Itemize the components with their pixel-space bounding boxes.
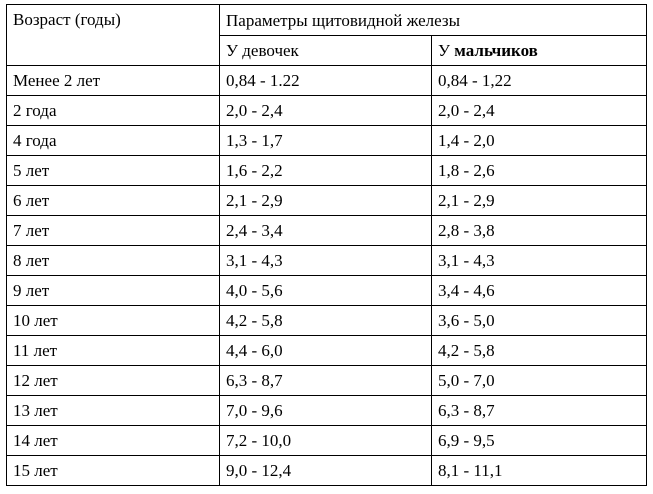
girls-value-cell: 2,4 - 3,4	[220, 216, 432, 246]
boys-header-prefix: У	[438, 41, 451, 60]
table-row	[7, 96, 647, 126]
table-row	[7, 216, 647, 246]
table-body	[7, 5, 647, 486]
boys-value-cell: 2,1 - 2,9	[432, 186, 647, 216]
age-cell: 12 лет	[7, 366, 220, 396]
table-row	[7, 246, 647, 276]
girls-value-cell: 1,6 - 2,2	[220, 156, 432, 186]
age-cell: 4 года	[7, 126, 220, 156]
table-row	[7, 66, 647, 96]
girls-value-cell: 4,0 - 5,6	[220, 276, 432, 306]
thyroid-params-header: Параметры щитовидной железы	[220, 5, 647, 36]
girls-value-cell: 1,3 - 1,7	[220, 126, 432, 156]
boys-value-cell: 2,8 - 3,8	[432, 216, 647, 246]
age-cell: Менее 2 лет	[7, 66, 220, 96]
table-row	[7, 396, 647, 426]
boys-value-cell: 3,1 - 4,3	[432, 246, 647, 276]
table-row	[7, 156, 647, 186]
boys-value-cell: 0,84 - 1,22	[432, 66, 647, 96]
age-cell: 6 лет	[7, 186, 220, 216]
boys-value-cell: 1,4 - 2,0	[432, 126, 647, 156]
girls-value-cell: 4,2 - 5,8	[220, 306, 432, 336]
girls-value-cell: 4,4 - 6,0	[220, 336, 432, 366]
age-cell: 9 лет	[7, 276, 220, 306]
boys-header-bold: мальчиков	[454, 41, 538, 60]
table-row	[7, 336, 647, 366]
boys-value-cell: 5,0 - 7,0	[432, 366, 647, 396]
table-row	[7, 186, 647, 216]
boys-value-cell: 3,6 - 5,0	[432, 306, 647, 336]
table-row	[7, 366, 647, 396]
table-row	[7, 426, 647, 456]
age-cell: 15 лет	[7, 456, 220, 486]
boys-value-cell: 8,1 - 11,1	[432, 456, 647, 486]
age-cell: 13 лет	[7, 396, 220, 426]
age-cell: 7 лет	[7, 216, 220, 246]
boys-value-cell: 6,3 - 8,7	[432, 396, 647, 426]
girls-value-cell: 0,84 - 1.22	[220, 66, 432, 96]
girls-value-cell: 6,3 - 8,7	[220, 366, 432, 396]
girls-column-header: У девочек	[220, 36, 432, 66]
girls-value-cell: 7,2 - 10,0	[220, 426, 432, 456]
girls-value-cell: 9,0 - 12,4	[220, 456, 432, 486]
table-header-row	[7, 5, 647, 36]
table-row	[7, 306, 647, 336]
age-cell: 2 года	[7, 96, 220, 126]
age-cell: 5 лет	[7, 156, 220, 186]
boys-value-cell: 2,0 - 2,4	[432, 96, 647, 126]
girls-value-cell: 2,1 - 2,9	[220, 186, 432, 216]
age-cell: 8 лет	[7, 246, 220, 276]
table-row	[7, 276, 647, 306]
age-cell: 11 лет	[7, 336, 220, 366]
girls-value-cell: 2,0 - 2,4	[220, 96, 432, 126]
age-cell: 14 лет	[7, 426, 220, 456]
boys-value-cell: 4,2 - 5,8	[432, 336, 647, 366]
boys-value-cell: 1,8 - 2,6	[432, 156, 647, 186]
table-row	[7, 456, 647, 486]
boys-value-cell: 6,9 - 9,5	[432, 426, 647, 456]
girls-value-cell: 3,1 - 4,3	[220, 246, 432, 276]
boys-column-header	[432, 36, 647, 66]
girls-value-cell: 7,0 - 9,6	[220, 396, 432, 426]
boys-value-cell: 3,4 - 4,6	[432, 276, 647, 306]
age-cell: 10 лет	[7, 306, 220, 336]
table-row	[7, 126, 647, 156]
thyroid-norms-table	[6, 4, 647, 486]
age-column-header: Возраст (годы)	[7, 5, 220, 66]
